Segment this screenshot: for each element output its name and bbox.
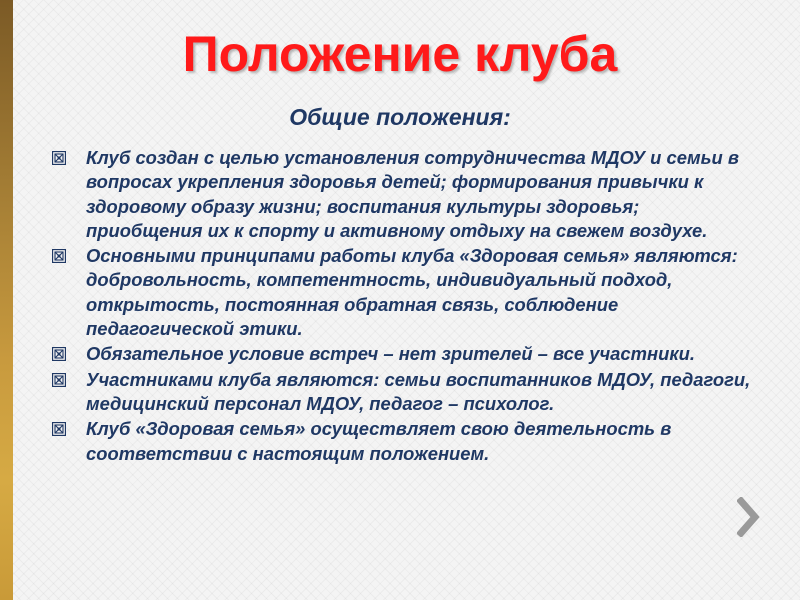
list-item-text: Участниками клуба являются: семьи воспитанников МДОУ, педагоги, медицинский персонал МДОУ, педагог – психолог. [86,368,751,414]
ornate-square-bullet-icon [52,151,66,165]
list-item-text: Основными принципами работы клуба «Здоровая семья» являются: добровольность, компетентность, индивидуальный подход, открытость, постоянная обратная связь, соблюдение педагогической этики. [86,245,738,340]
ornate-square-bullet-icon [52,373,66,387]
list-item-text: Клуб создан с целью установления сотрудничества МДОУ и семьи в вопросах укрепления здоровья детей; формирования привычки к здоровому образу жизни; воспитания культуры здоровья; приобщения их к спорту и активному отдыху на свежем воздухе. [86,147,739,241]
list-item-text: Обязательное условие встреч – нет зрителей – все участники. [86,343,696,365]
ornate-square-bullet-icon [52,422,66,436]
bullet-list [50,146,755,467]
ornate-square-bullet-icon [52,249,66,263]
decorative-side-stripe [0,0,13,600]
list-item [50,417,755,466]
list-item [50,342,755,366]
list-item [50,244,755,341]
ornate-square-bullet-icon [52,347,66,361]
slide-title: Положение клуба [182,26,618,82]
chevron-right-icon[interactable] [737,497,761,537]
list-item [50,368,755,417]
list-item [50,146,755,243]
slide-subtitle: Общие положения: [289,104,511,130]
list-item-text: Клуб «Здоровая семья» осуществляет свою деятельность в соответствии с настоящим положением. [86,418,672,464]
